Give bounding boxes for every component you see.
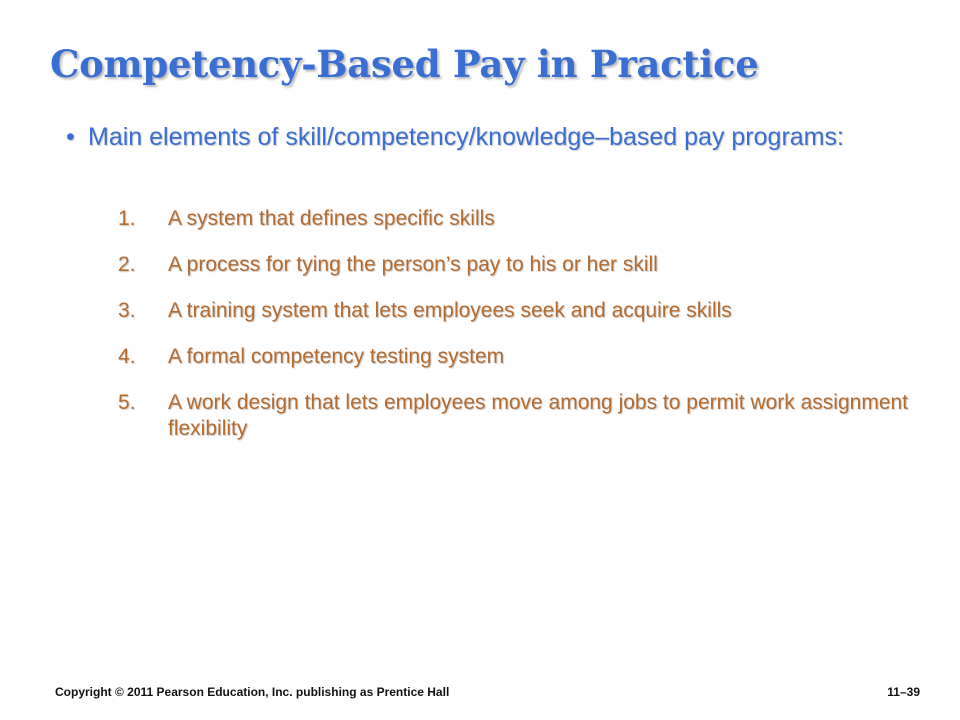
footer-copyright: Copyright © 2011 Pearson Education, Inc. publishing as Prentice Hall <box>55 685 450 699</box>
list-item-number: 4. <box>118 345 136 368</box>
list-item-number: 2. <box>118 253 136 276</box>
list-item-text: A system that defines specific skills <box>168 207 495 230</box>
main-bullet-text: Main elements of skill/competency/knowledge–based pay programs: <box>88 123 844 151</box>
numbered-list <box>118 206 908 462</box>
list-item-text: A work design that lets employees move among jobs to permit work assignment flexibility <box>168 391 909 440</box>
list-item-number: 3. <box>118 299 136 322</box>
list-item-text: A formal competency testing system <box>168 345 505 368</box>
list-item <box>118 344 908 370</box>
list-item <box>118 298 908 324</box>
slide-page-number: 11–39 <box>887 685 920 699</box>
main-bullet <box>66 121 866 154</box>
bullet-dot-icon: • <box>66 123 75 151</box>
list-item-number: 1. <box>118 207 136 230</box>
list-item-text: A process for tying the person’s pay to his or her skill <box>168 253 658 276</box>
list-item <box>118 252 908 278</box>
list-item-text: A training system that lets employees seek and acquire skills <box>168 299 732 322</box>
list-item <box>118 390 908 442</box>
list-item <box>118 206 908 232</box>
slide-title: Competency-Based Pay in Practice <box>50 42 759 86</box>
list-item-number: 5. <box>118 391 136 414</box>
